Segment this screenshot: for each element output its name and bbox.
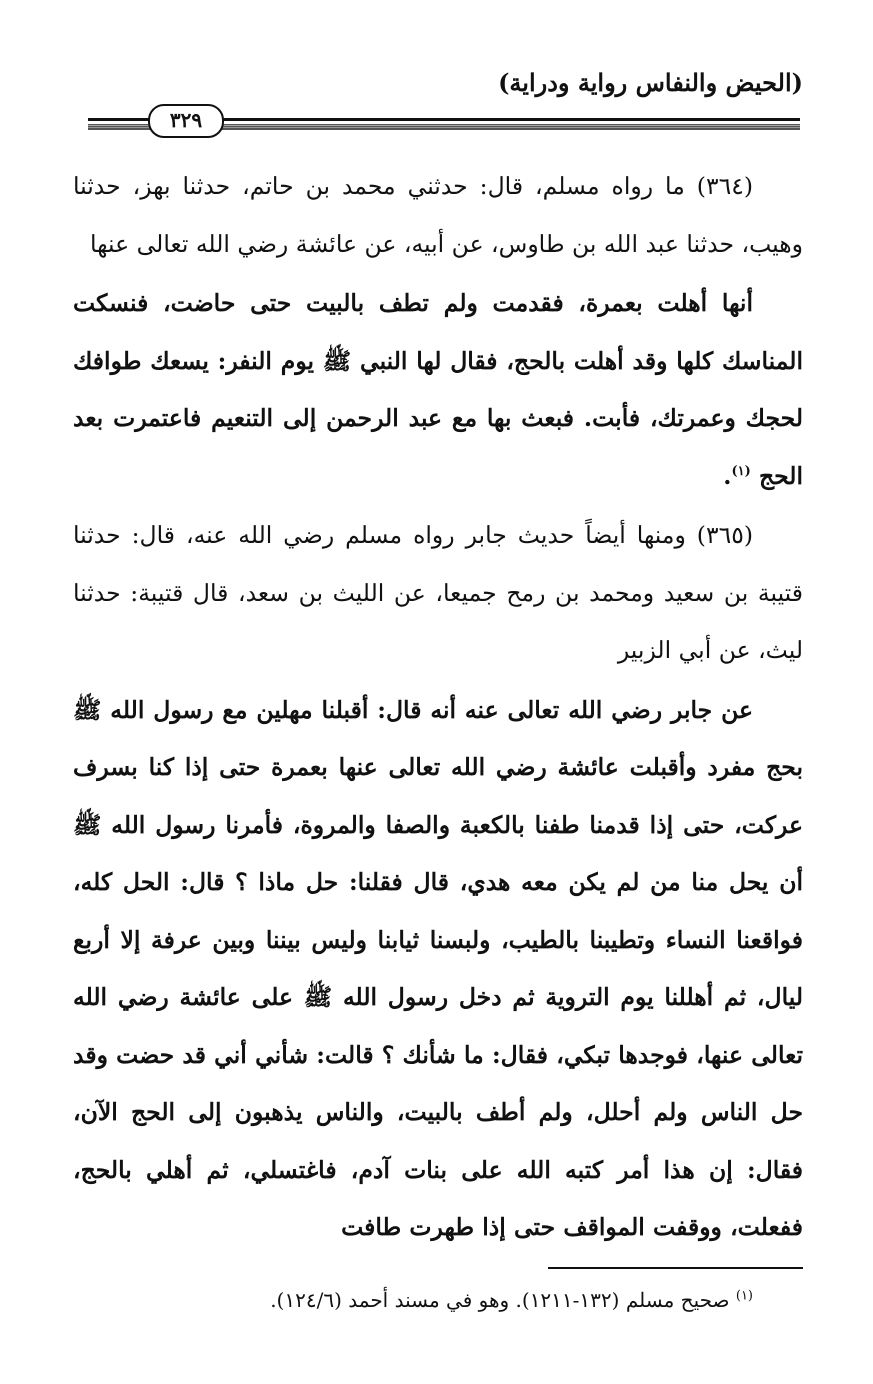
paragraph-364-matn-text: أنها أهلت بعمرة، فقدمت ولم تطف بالبيت حتى حاضت، فنسكت المناسك كلها وقد أهلت بالحج، فقال لها النبي ﷺ يوم النفر: يسعك طوافك لحجك وعمرتك، فأبت. فبعث بها مع عبد الرحمن إلى التنعيم فاعتمرت بعد الحج [73,289,803,490]
paragraph-365-isnad: (٣٦٥) ومنها أيضاً حديث جابر رواه مسلم رضي الله عنه، قال: حدثنا قتيبة بن سعيد ومحمد بن رمح جميعا، عن الليث بن سعد، قال قتيبة: حدثنا ليث، عن أبي الزبير [73,521,803,664]
footnote-1-marker: (١) [735,1288,753,1304]
running-title: (الحيض والنفاس رواية ودراية) [498,68,803,97]
paragraph-364-isnad: (٣٦٤) ما رواه مسلم، قال: حدثني محمد بن حاتم، حدثنا بهز، حدثنا وهيب، حدثنا عبد الله بن طاوس، عن أبيه، عن عائشة رضي الله تعالى عنها [73,172,803,258]
main-text [73,158,803,1257]
footnote-1 [270,1288,753,1312]
page-number: ٣٢٩ [148,104,224,138]
paragraph-364-matn: أنها أهلت بعمرة، فقدمت ولم تطف بالبيت حتى حاضت، فنسكت المناسك كلها وقد أهلت بالحج، فقال لها النبي ﷺ يوم النفر: يسعك طوافك لحجك وعمرتك، فأبت. فبعث بها مع عبد الرحمن إلى التنعيم فاعتمرت بعد الحج $^{(١)}$. [73,289,803,490]
footnote-marker[interactable]: (١) [731,463,751,479]
paragraph-365-matn: عن جابر رضي الله تعالى عنه أنه قال: أقبلنا مهلين مع رسول الله ﷺ بحج مفرد وأقبلت عائشة رضي الله تعالى عنها بعمرة حتى إذا كنا بسرف عركت، حتى إذا قدمنا طفنا بالكعبة والصفا والمروة، فأمرنا رسول الله ﷺ أن يحل منا من لم يكن معه هدي، قال فقلنا: حل ماذا ؟ قال: الحل كله، فواقعنا النساء وتطيبنا بالطيب، ولبسنا ثيابنا وليس بيننا وبين عرفة إلا أربع ليال، ثم أهللنا يوم التروية ثم دخل رسول الله ﷺ على عائشة رضي الله تعالى عنها، فوجدها تبكي، فقال: ما شأنك ؟ قالت: شأني أني قد حضت وقد حل الناس ولم أحلل، ولم أطف بالبيت، والناس يذهبون إلى الحج الآن، فقال: إن هذا أمر كتبه الله على بنات آدم، فاغتسلي، ثم أهلي بالحج، ففعلت، ووقفت المواقف حتى إذا طهرت طافت [73,695,803,1241]
footnote-1-text: صحيح مسلم (١٣٢-١٢١١). وهو في مسند أحمد (١٢٤/٦). [270,1288,730,1312]
footnote-divider [548,1267,803,1269]
